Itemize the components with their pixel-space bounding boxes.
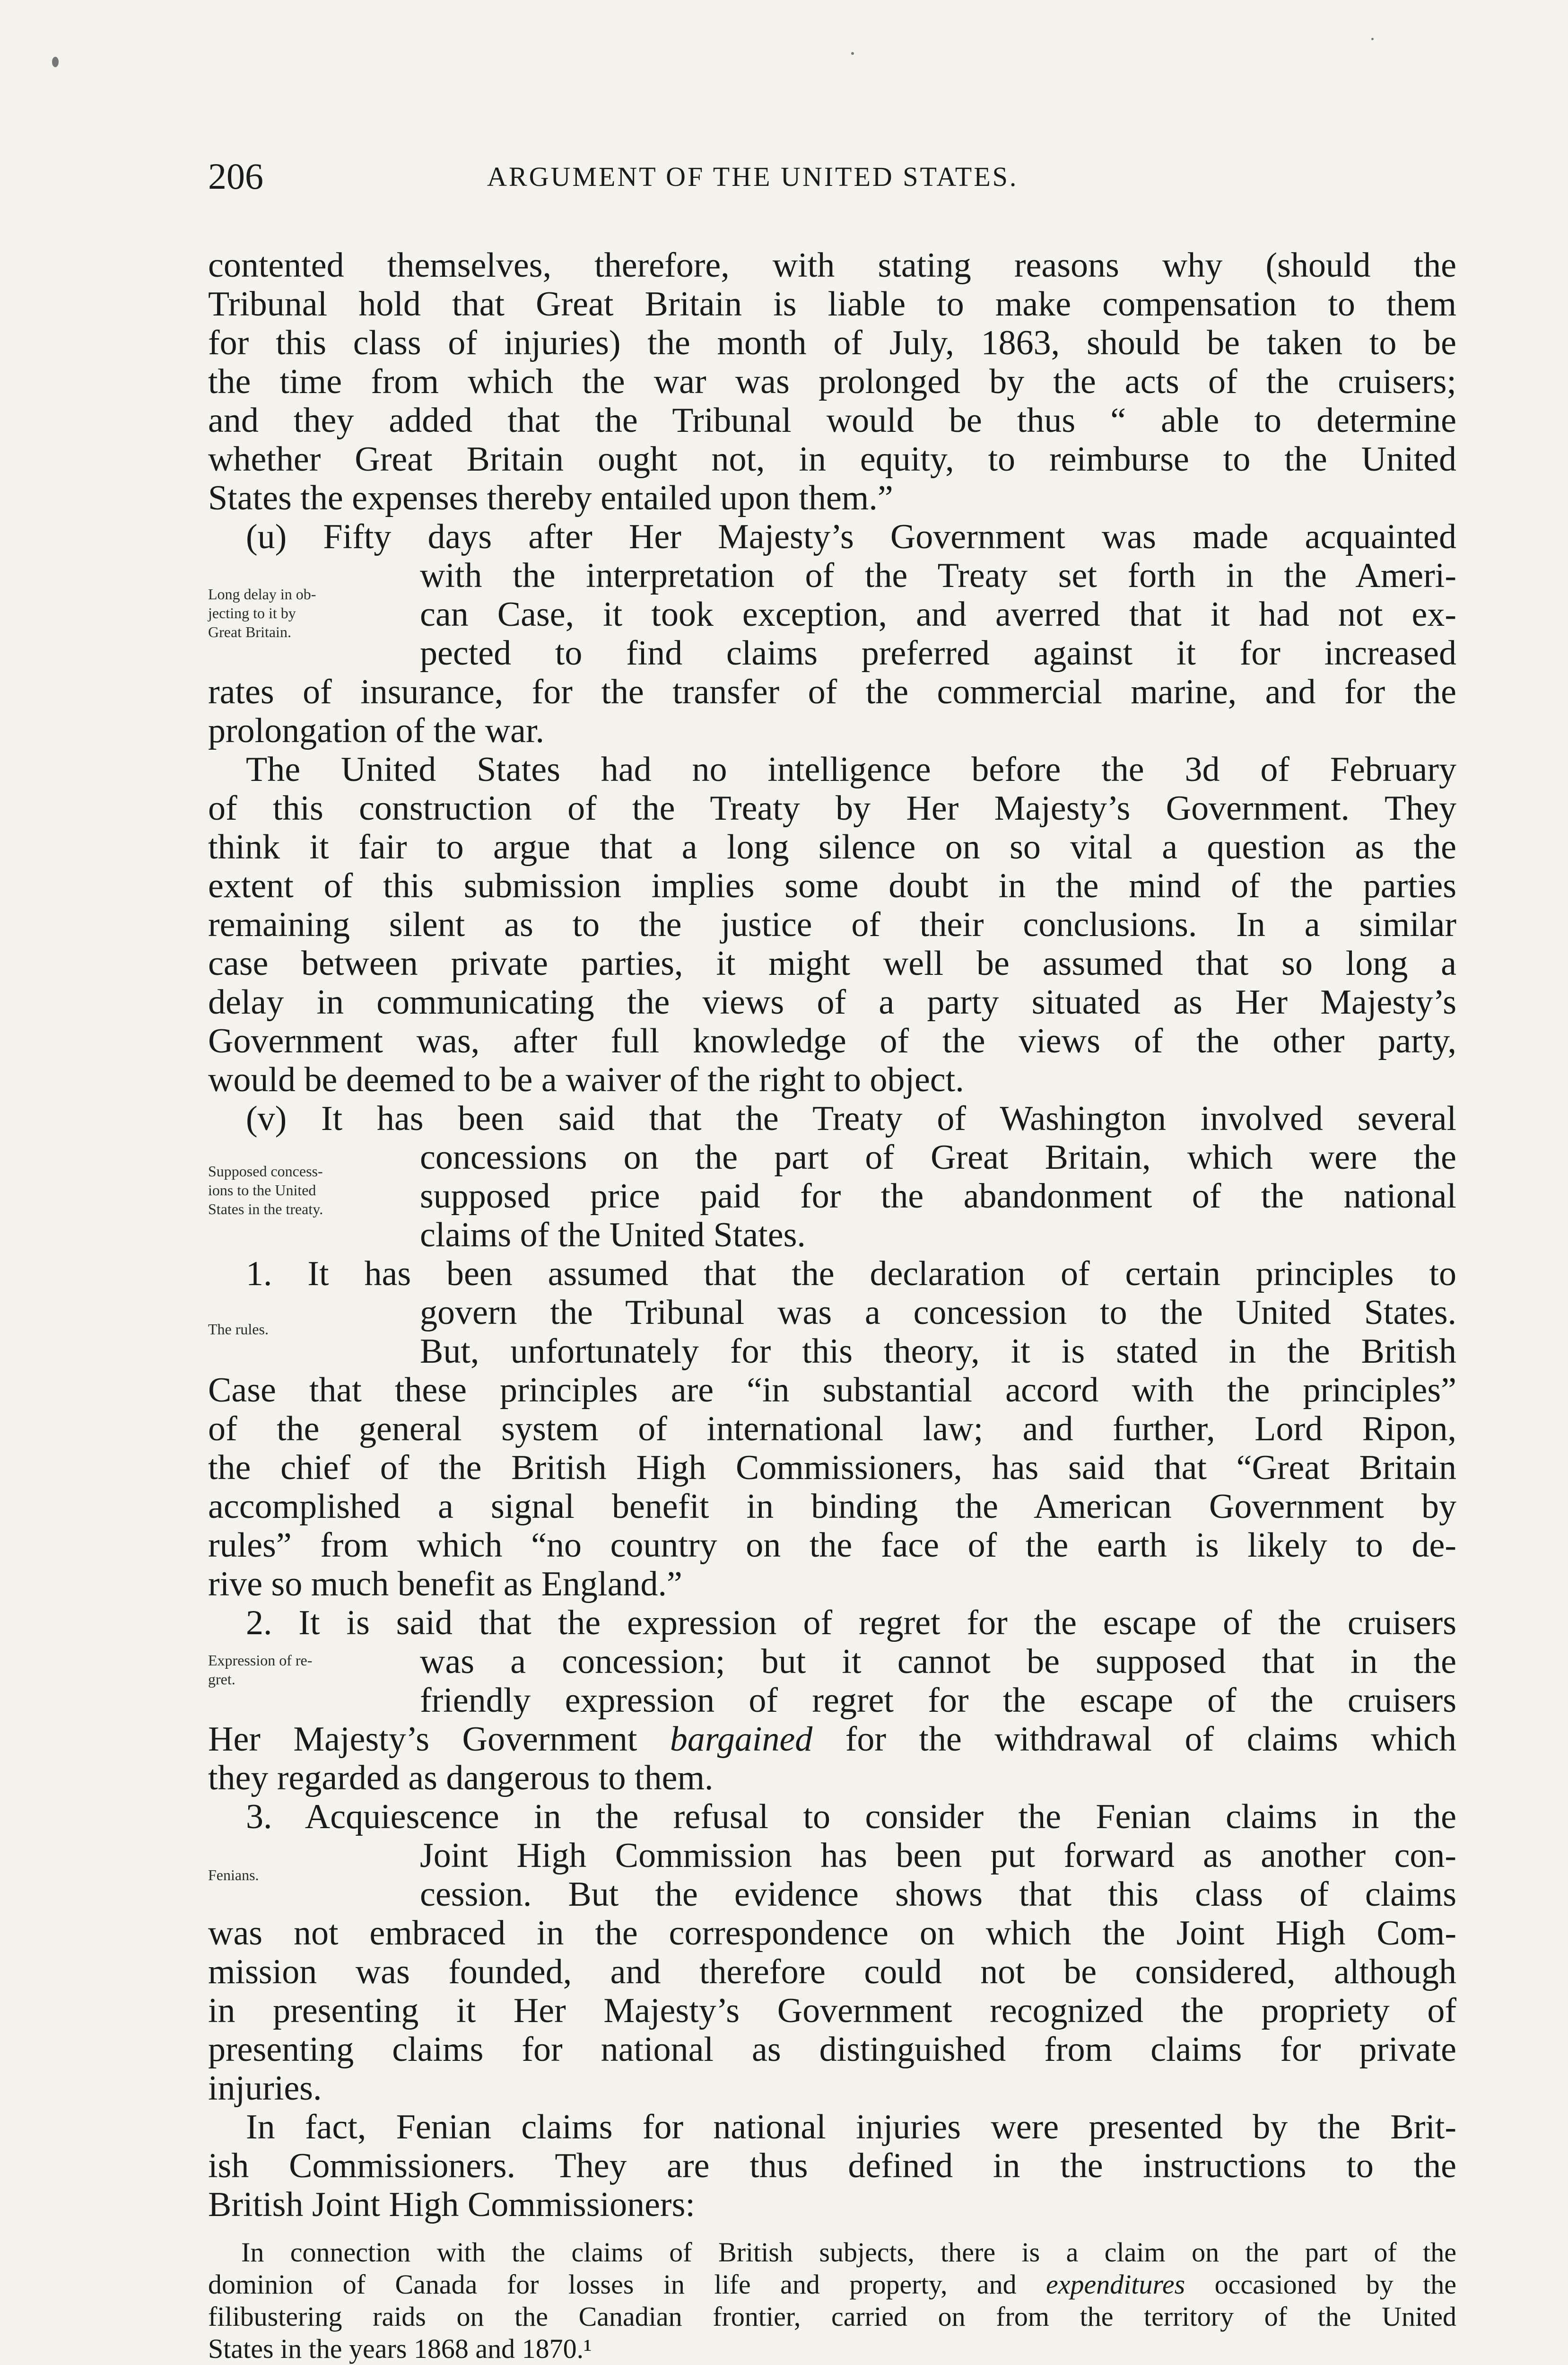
body-line: in presenting it Her Majesty’s Government recognized the propriety of	[208, 1991, 1456, 2030]
running-title: ARGUMENT OF THE UNITED STATES.	[487, 161, 1019, 192]
scan-speck	[1371, 38, 1374, 40]
body-line: the chief of the British High Commissioners, has said that “Great Britain	[208, 1448, 1456, 1487]
body-line: cession. But the evidence shows that this class of claims	[420, 1875, 1456, 1914]
scan-speck	[851, 52, 854, 55]
body-line: think it fair to argue that a long silence on so vital a question as the	[208, 828, 1456, 867]
body-line: supposed price paid for the abandonment of the national	[420, 1177, 1456, 1216]
body-line: delay in communicating the views of a party situated as Her Majesty’s	[208, 983, 1456, 1022]
page-number: 206	[208, 156, 263, 197]
body-line: rive so much benefit as England.”	[208, 1565, 682, 1603]
body-line: extent of this submission implies some doubt in the mind of the parties	[208, 867, 1456, 905]
body-line: govern the Tribunal was a concession to the United States.	[420, 1293, 1456, 1332]
body-line: can Case, it took exception, and averred that it had not ex-	[420, 595, 1456, 634]
quote-line: dominion of Canada for losses in life and property, and expenditures occasioned by the	[208, 2269, 1456, 2300]
quote-line: filibustering raids on the Canadian frontier, carried on from the territory of the United	[208, 2301, 1456, 2332]
paragraph-u-start: (u) Fifty days after Her Majesty’s Government was made acquainted	[246, 517, 1456, 556]
body-line: But, unfortunately for this theory, it is stated in the British	[420, 1332, 1456, 1371]
body-line: claims of the United States.	[420, 1216, 806, 1254]
margin-note-long-delay: Long delay in ob- jecting to it by Great Britain.	[208, 586, 316, 640]
body-line: rates of insurance, for the transfer of the commercial marine, and for the	[208, 673, 1456, 711]
body-line: prolongation of the war.	[208, 711, 545, 750]
body-line: presenting claims for national as distinguished from claims for private	[208, 2030, 1456, 2069]
scan-speck	[52, 57, 59, 67]
body-line: of the general system of international law; and further, Lord Ripon,	[208, 1410, 1456, 1448]
point-3-start: 3. Acquiescence in the refusal to consider the Fenian claims in the	[246, 1797, 1456, 1836]
body-line: rules” from which “no country on the face of the earth is likely to de-	[208, 1526, 1456, 1565]
body-line: of this construction of the Treaty by Her Majesty’s Government. They	[208, 789, 1456, 828]
body-line: concessions on the part of Great Britain, which were the	[420, 1138, 1456, 1177]
quote-line: States in the years 1868 and 1870.¹	[208, 2333, 592, 2364]
body-line: Tribunal hold that Great Britain is liable to make compensation to them	[208, 285, 1456, 324]
body-line: with the interpretation of the Treaty set forth in the Ameri-	[420, 556, 1456, 595]
body-line: would be deemed to be a waiver of the right to object.	[208, 1060, 964, 1099]
body-line: In fact, Fenian claims for national injuries were presented by the Brit-	[246, 2108, 1456, 2146]
body-line: for this class of injuries) the month of July, 1863, should be taken to be	[208, 324, 1456, 362]
body-line: States the expenses thereby entailed upon them.”	[208, 479, 893, 517]
body-line: accomplished a signal benefit in binding the American Government by	[208, 1487, 1456, 1526]
body-line: Joint High Commission has been put forward as another con-	[420, 1836, 1456, 1875]
body-line: injuries.	[208, 2069, 322, 2108]
body-line: Government was, after full knowledge of the views of the other party,	[208, 1022, 1456, 1060]
body-line: case between private parties, it might well be assumed that so long a	[208, 944, 1456, 983]
body-line: pected to find claims preferred against it for increased	[420, 634, 1456, 673]
margin-note-fenians: Fenians.	[208, 1866, 259, 1883]
body-line: was a concession; but it cannot be supposed that in the	[420, 1642, 1456, 1681]
quote-line: In connection with the claims of British subjects, there is a claim on the part of the	[241, 2237, 1456, 2268]
body-line: ish Commissioners. They are thus defined in the instructions to the	[208, 2146, 1456, 2185]
body-line: they regarded as dangerous to them.	[208, 1759, 714, 1797]
body-line: and they added that the Tribunal would be thus “ able to determine	[208, 401, 1456, 440]
body-line: remaining silent as to the justice of their conclusions. In a similar	[208, 905, 1456, 944]
body-line: friendly expression of regret for the escape of the cruisers	[420, 1681, 1456, 1720]
margin-note-expression: Expression of re- gret.	[208, 1652, 313, 1688]
body-line: was not embraced in the correspondence on which the Joint High Com-	[208, 1914, 1456, 1953]
body-line: contented themselves, therefore, with stating reasons why (should the	[208, 246, 1456, 285]
margin-note-concessions: Supposed concess- ions to the United States in the treaty.	[208, 1163, 323, 1218]
body-line: the time from which the war was prolonged by the acts of the cruisers;	[208, 362, 1456, 401]
body-line: British Joint High Commissioners:	[208, 2185, 695, 2224]
body-line: The United States had no intelligence before the 3d of February	[246, 750, 1456, 789]
point-1-start: 1. It has been assumed that the declaration of certain principles to	[246, 1254, 1456, 1293]
body-line: Case that these principles are “in substantial accord with the principles”	[208, 1371, 1456, 1410]
margin-note-rules: The rules.	[208, 1321, 269, 1338]
body-line: whether Great Britain ought not, in equity, to reimburse to the United	[208, 440, 1456, 479]
point-2-start: 2. It is said that the expression of regret for the escape of the cruisers	[246, 1603, 1456, 1642]
body-line: Her Majesty’s Government bargained for the withdrawal of claims which	[208, 1720, 1456, 1759]
body-line: mission was founded, and therefore could not be considered, although	[208, 1953, 1456, 1991]
paragraph-v-start: (v) It has been said that the Treaty of Washington involved several	[246, 1099, 1456, 1138]
